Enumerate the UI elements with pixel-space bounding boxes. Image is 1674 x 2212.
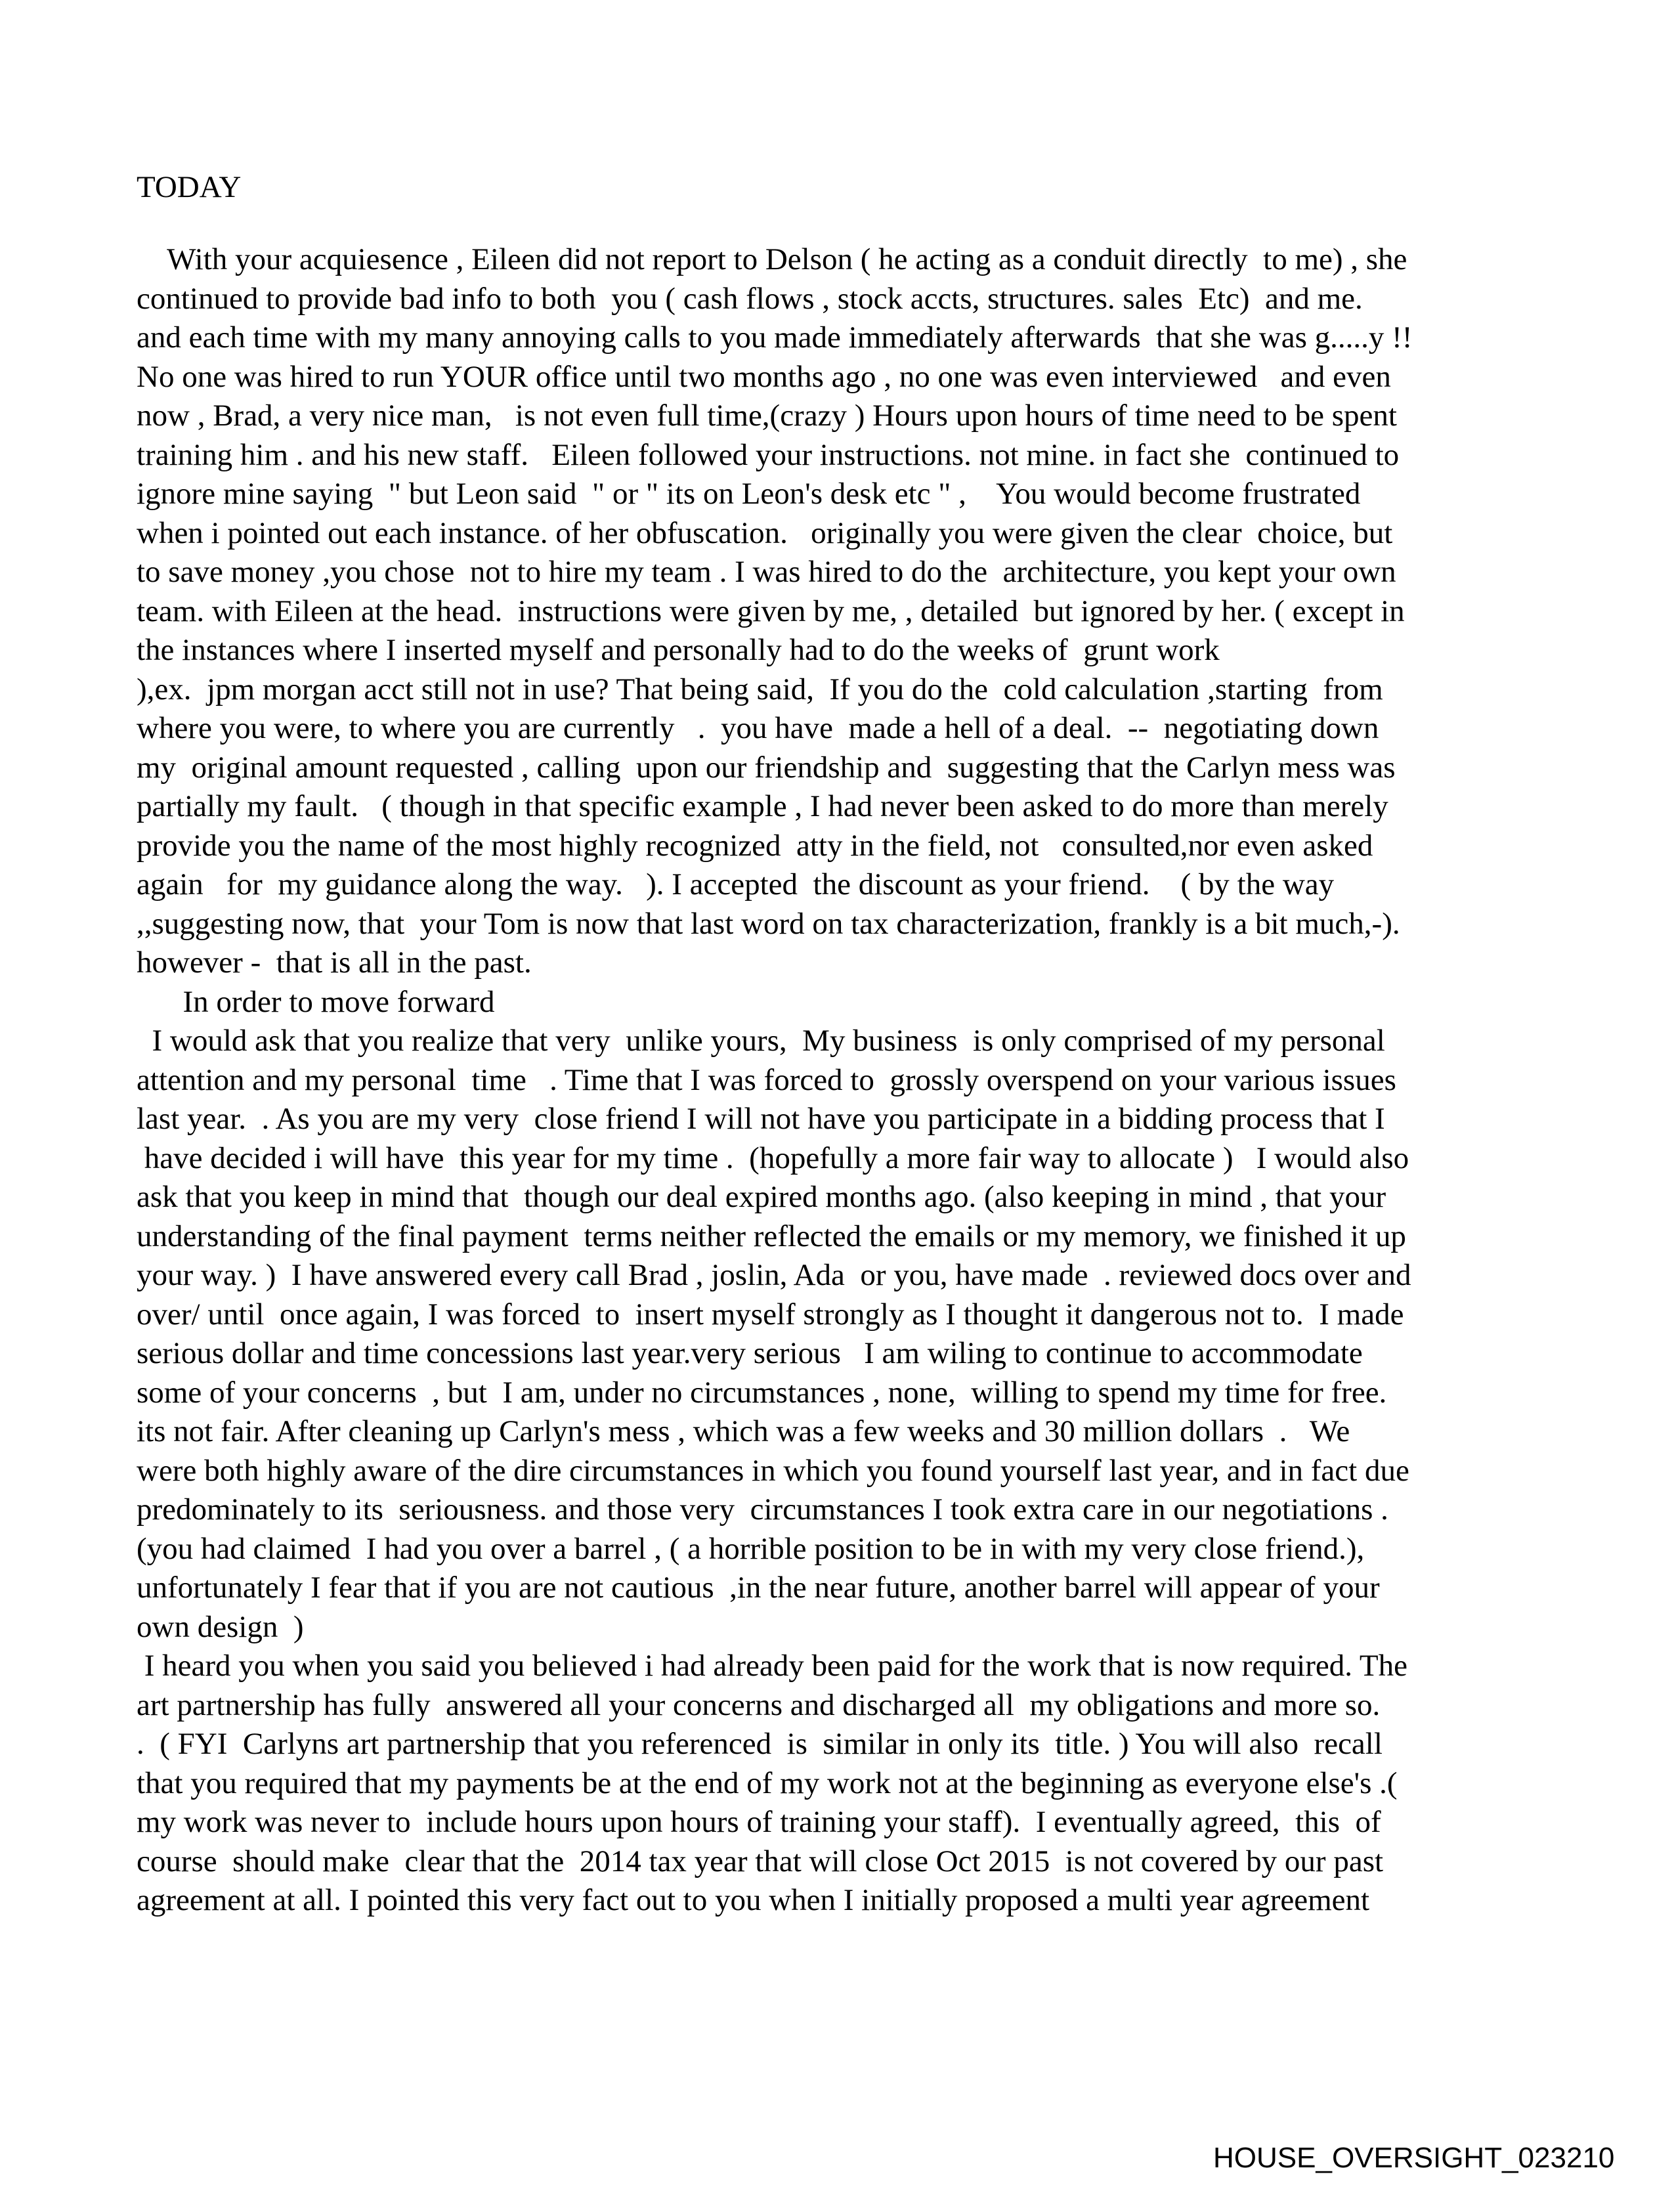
- text-line: . ( FYI Carlyns art partnership that you referenced is similar in only its title. ) You will also recall: [137, 1727, 1383, 1761]
- text-line: partially my fault. ( though in that specific example , I had never been asked to do more than merely: [137, 789, 1388, 823]
- text-line: now , Brad, a very nice man, is not even full time,(crazy ) Hours upon hours of time need to be spent: [137, 399, 1397, 433]
- text-line: the instances where I inserted myself and personally had to do the weeks of grunt work: [137, 633, 1220, 667]
- text-line: understanding of the final payment terms neither reflected the emails or my memory, we finished it up: [137, 1219, 1406, 1253]
- bates-number: HOUSE_OVERSIGHT_023210: [1213, 2142, 1615, 2174]
- text-line: continued to provide bad info to both you ( cash flows , stock accts, structures. sales Etc) and me.: [137, 281, 1363, 316]
- text-line: my original amount requested , calling upon our friendship and suggesting that the Carlyn mess was: [137, 750, 1396, 785]
- text-line: unfortunately I fear that if you are not cautious ,in the near future, another barrel will appear of your: [137, 1571, 1380, 1605]
- text-line: where you were, to where you are currently . you have made a hell of a deal. -- negotiating down: [137, 711, 1379, 745]
- text-line: again for my guidance along the way. ). I accepted the discount as your friend. ( by the way: [137, 867, 1335, 901]
- text-line: agreement at all. I pointed this very fact out to you when I initially proposed a multi year agreement: [137, 1883, 1370, 1917]
- text-line: No one was hired to run YOUR office until two months ago , no one was even interviewed and even: [137, 359, 1391, 394]
- text-line: course should make clear that the 2014 tax year that will close Oct 2015 is not covered by our past: [137, 1844, 1384, 1878]
- text-line: over/ until once again, I was forced to insert myself strongly as I thought it dangerous not to. I made: [137, 1297, 1404, 1332]
- text-line: predominately to its seriousness. and those very circumstances I took extra care in our negotiations .: [137, 1492, 1388, 1527]
- text-line: serious dollar and time concessions last year.very serious I am wiling to continue to accommodate: [137, 1336, 1363, 1370]
- text-line: team. with Eileen at the head. instructions were given by me, , detailed but ignored by her. ( except in: [137, 594, 1405, 628]
- text-line: own design ): [137, 1609, 304, 1644]
- text-line: provide you the name of the most highly recognized atty in the field, not consulted,nor even asked: [137, 828, 1373, 863]
- text-line: ,,suggesting now, that your Tom is now that last word on tax characterization, frankly is a bit much,-).: [137, 906, 1400, 941]
- text-line: ignore mine saying " but Leon said " or " its on Leon's desk etc " , You would become frustrated: [137, 477, 1361, 511]
- text-line: ask that you keep in mind that though our deal expired months ago. (also keeping in mind , that your: [137, 1180, 1386, 1214]
- text-line: that you required that my payments be at the end of my work not at the beginning as everyone else's .(: [137, 1766, 1398, 1800]
- text-line: In order to move forward: [137, 984, 495, 1019]
- text-line: your way. ) I have answered every call Brad , joslin, Ada or you, have made . reviewed docs over and: [137, 1258, 1411, 1292]
- text-line: my work was never to include hours upon hours of training your staff). I eventually agreed, this of: [137, 1805, 1381, 1839]
- text-line: were both highly aware of the dire circumstances in which you found yourself last year, and in fact due: [137, 1453, 1409, 1488]
- text-line: have decided i will have this year for my time . (hopefully a more fair way to allocate ) I would also: [137, 1140, 1409, 1175]
- text-line: art partnership has fully answered all your concerns and discharged all my obligations and more so.: [137, 1687, 1381, 1722]
- text-line: when i pointed out each instance. of her obfuscation. originally you were given the clear choice, but: [137, 515, 1393, 550]
- text-line: ),ex. jpm morgan acct still not in use? That being said, If you do the cold calculation ,starting from: [137, 672, 1383, 706]
- text-line: to save money ,you chose not to hire my team . I was hired to do the architecture, you kept your own: [137, 555, 1396, 589]
- text-line: attention and my personal time . Time that I was forced to grossly overspend on your various issues: [137, 1062, 1396, 1097]
- text-line: its not fair. After cleaning up Carlyn's mess , which was a few weeks and 30 million dollars . We: [137, 1414, 1350, 1448]
- text-line: With your acquiesence , Eileen did not report to Delson ( he acting as a conduit directly to me) , she: [137, 242, 1407, 276]
- heading: TODAY: [137, 170, 242, 204]
- text-line: last year. . As you are my very close friend I will not have you participate in a bidding process that I: [137, 1102, 1385, 1136]
- text-line: (you had claimed I had you over a barrel , ( a horrible position to be in with my very close friend.),: [137, 1531, 1365, 1566]
- text-line: some of your concerns , but I am, under no circumstances , none, willing to spend my time for free.: [137, 1375, 1387, 1410]
- text-line: and each time with my many annoying calls to you made immediately afterwards that she was g.....y !!: [137, 320, 1413, 355]
- text-line: I heard you when you said you believed i had already been paid for the work that is now required. The: [137, 1649, 1407, 1683]
- letter-body: [137, 240, 1548, 1920]
- text-line: training him . and his new staff. Eileen followed your instructions. not mine. in fact she continued to: [137, 437, 1400, 472]
- text-line: I would ask that you realize that very unlike yours, My business is only comprised of my personal: [137, 1024, 1385, 1058]
- text-line: however - that is all in the past.: [137, 945, 532, 980]
